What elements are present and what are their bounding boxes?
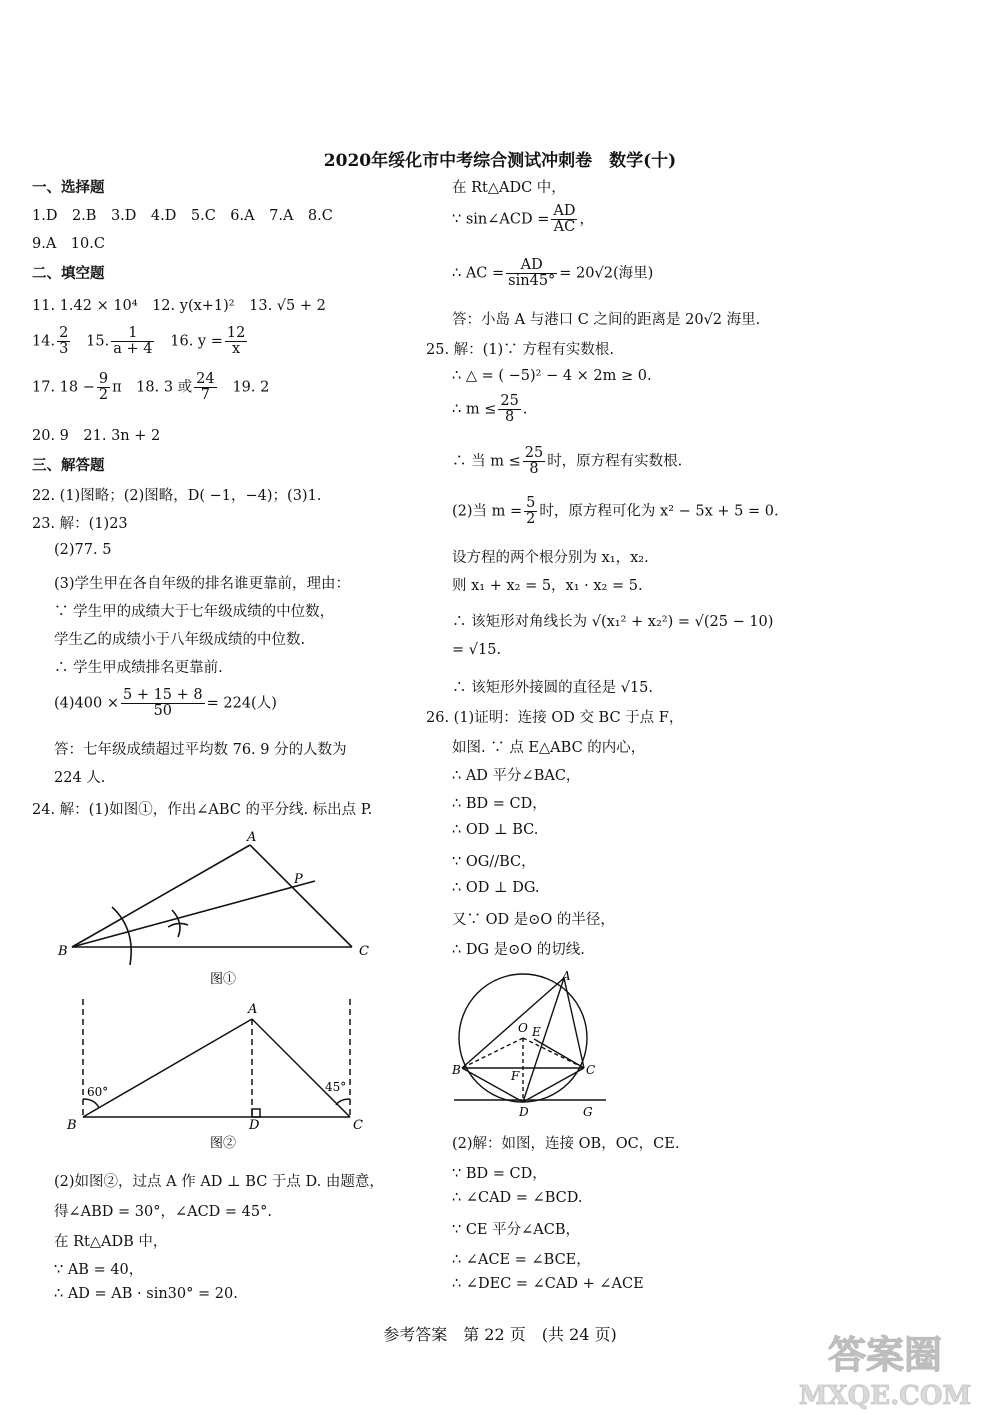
label-a: A — [247, 830, 257, 845]
r-line-10: 设方程的两个根分别为 x₁，x₂. — [452, 550, 649, 566]
label-d: D — [519, 1105, 529, 1119]
r-line-15: 26. (1)证明：连接 OD 交 BC 于点 F， — [426, 710, 684, 726]
line-oc — [523, 1038, 584, 1068]
answer-23-4: ∵ 学生甲的成绩大于七年级成绩的中位数， — [54, 604, 335, 620]
label-c: C — [359, 944, 369, 959]
answer-23-6: ∴ 学生甲成绩排名更靠前. — [54, 660, 223, 676]
answer-23-8: 答：七年级成绩超过平均数 76. 9 分的人数为 — [54, 742, 347, 758]
answers-1-8: 1.D 2.B 3.D 4.D 5.C 6.A 7.A 8.C — [32, 208, 333, 224]
r-line-20: ∵ OG//BC， — [452, 854, 536, 870]
figure-3-circle — [448, 966, 618, 1126]
section-solve: 三、解答题 — [32, 457, 105, 474]
fraction: $\frac{AD}{\sin 45^\circ}$ — [508, 257, 556, 290]
r-line-17: ∴ AD 平分∠BAC， — [452, 768, 581, 784]
section-choice: 一、选择题 — [32, 179, 105, 196]
answer-24-3: 得∠ABD = 30°，∠ACD = 45°. — [54, 1204, 272, 1220]
page-footer: 参考答案 第 22 页 (共 24 页) — [383, 1325, 617, 1344]
r-line-2: ∵ sin∠ACD = $\frac{AD}{AC}$ ， — [452, 203, 594, 236]
watermark-text: 答案圈 — [827, 1332, 943, 1377]
r-line-18: ∴ BD = CD， — [452, 796, 547, 812]
construction-arc — [168, 923, 188, 927]
r-line-28: ∴ ∠ACE = ∠BCE， — [452, 1252, 591, 1268]
answer-24-5: ∵ AB = 40， — [54, 1262, 144, 1278]
fraction: $\frac{24}{7}$ — [196, 371, 215, 404]
fraction: $\frac{25}{8}$ — [524, 445, 544, 478]
r-line-3: ∴ AC = $\frac{AD}{\sin 45^\circ}$ = 20√2(海里) — [452, 257, 654, 290]
answer-23-3: (3)学生甲在各自年级的排名谁更靠前，理由： — [54, 576, 351, 592]
fraction: $\frac{1}{a + 4}$ — [113, 325, 153, 358]
label-c: C — [353, 1118, 363, 1133]
answers-14-16: 14. $\frac{2}{3}$ 15. $\frac{1}{a + 4}$ 16. y = $\frac{12}{x}$ — [32, 325, 246, 358]
label-p: P — [294, 872, 303, 887]
r-line-7: ∴ m ≤ $\frac{25}{8}$ . — [452, 393, 528, 426]
label-o: O — [518, 1021, 528, 1035]
answer-22: 22. (1)图略；(2)图略，D( −1，−4)；(3)1. — [32, 488, 322, 504]
section-fill: 二、填空题 — [32, 265, 105, 282]
side-ac — [252, 1019, 350, 1117]
fraction: $\frac{2}{3}$ — [59, 325, 69, 358]
answer-23-1: 23. 解：(1)23 — [32, 516, 128, 532]
r-line-5: 25. 解：(1)∵ 方程有实数根. — [426, 342, 614, 358]
watermark-url: MXQE.COM — [798, 1381, 972, 1411]
r-line-24: (2)解：如图，连接 OB，OC，CE. — [452, 1136, 680, 1152]
r-line-12: ∴ 该矩形对角线长为 √(x₁² + x₂²) = √(25 − 10) — [452, 614, 774, 630]
page-title: 2020年绥化市中考综合测试冲刺卷 数学(十) — [323, 151, 677, 171]
r-line-13: = √15. — [452, 642, 502, 658]
label-a: A — [562, 969, 571, 983]
label-e: E — [532, 1025, 541, 1039]
side-ab — [72, 845, 250, 947]
label-g: G — [583, 1105, 593, 1119]
fraction: $\frac{12}{x}$ — [226, 325, 246, 358]
r-line-19: ∴ OD ⊥ BC. — [452, 822, 539, 838]
r-line-22: 又∵ OD 是⊙O 的半径， — [452, 912, 615, 928]
side-ac — [250, 845, 352, 947]
label-b: B — [452, 1063, 461, 1077]
answers-17-19: 17. 18 − $\frac{9}{2}$ π 18. 3 或 $\frac{24}{7}$ 19. 2 — [32, 371, 270, 404]
watermark-logo — [780, 1326, 990, 1412]
figure-2 — [55, 995, 385, 1155]
label-f: F — [511, 1069, 520, 1083]
figure-2-caption: 图② — [210, 1136, 237, 1151]
answer-24-2: (2)如图②，过点 A 作 AD ⊥ BC 于点 D. 由题意， — [54, 1174, 384, 1190]
answers-9-10: 9.A 10.C — [32, 236, 105, 252]
fraction: $\frac{5}{2}$ — [526, 495, 536, 528]
r-line-1: 在 Rt△ADC 中， — [452, 180, 566, 196]
answer-23-2: (2)77. 5 — [54, 542, 112, 558]
label-b: B — [58, 944, 68, 959]
line-ob — [462, 1038, 523, 1068]
fraction: $\frac{AD}{AC}$ — [553, 203, 576, 236]
r-line-16: 如图. ∵ 点 E△ABC 的内心， — [452, 740, 646, 756]
answer-23-9: 224 人. — [54, 770, 106, 786]
r-line-26: ∴ ∠CAD = ∠BCD. — [452, 1190, 583, 1206]
answer-23-5: 学生乙的成绩小于八年级成绩的中位数. — [54, 632, 306, 648]
angle-arc — [83, 1099, 99, 1108]
label-b: B — [67, 1118, 77, 1133]
r-line-4: 答：小岛 A 与港口 C 之间的距离是 20√2 海里. — [452, 312, 761, 328]
r-line-21: ∴ OD ⊥ DG. — [452, 880, 540, 896]
r-line-9: (2)当 m = $\frac{5}{2}$ 时，原方程可化为 x² − 5x + 5 = 0. — [452, 495, 779, 528]
answers-11-13: 11. 1.42 × 10⁴ 12. y(x+1)² 13. √5 + 2 — [32, 298, 326, 314]
answer-23-7: (4)400 × $\frac{5 + 15 + 8}{50}$ = 224(人) — [54, 687, 277, 720]
answer-24-1: 24. 解：(1)如图①，作出∠ABC 的平分线. 标出点 P. — [32, 802, 373, 818]
angle-45: 45° — [325, 1080, 347, 1094]
side-ab — [83, 1019, 252, 1117]
r-line-23: ∴ DG 是⊙O 的切线. — [452, 942, 585, 958]
answer-24-4: 在 Rt△ADB 中， — [54, 1234, 168, 1250]
fraction: $\frac{5 + 15 + 8}{50}$ — [122, 687, 203, 720]
label-c: C — [586, 1063, 596, 1077]
fraction: $\frac{25}{8}$ — [500, 393, 519, 426]
answer-24-6: ∴ AD = AB · sin30° = 20. — [54, 1286, 238, 1302]
r-line-14: ∴ 该矩形外接圆的直径是 √15. — [452, 680, 654, 696]
r-line-11: 则 x₁ + x₂ = 5，x₁ · x₂ = 5. — [452, 578, 643, 594]
label-a: A — [248, 1002, 258, 1017]
figure-1-caption: 图① — [210, 972, 237, 987]
r-line-6: ∴ △ = ( −5)² − 4 × 2m ≥ 0. — [452, 368, 652, 384]
angle-60: 60° — [87, 1085, 109, 1099]
r-line-29: ∴ ∠DEC = ∠CAD + ∠ACE — [452, 1276, 644, 1292]
r-line-25: ∵ BD = CD， — [452, 1166, 547, 1182]
bisector-bp — [72, 881, 315, 947]
r-line-8: ∴ 当 m ≤ $\frac{25}{8}$ 时，原方程有实数根. — [452, 445, 683, 478]
r-line-27: ∵ CE 平分∠ACB， — [452, 1222, 580, 1238]
right-angle-mark — [252, 1109, 260, 1117]
figure-1 — [50, 825, 400, 995]
side-ac — [564, 978, 584, 1068]
answers-20-21: 20. 9 21. 3n + 2 — [32, 428, 161, 444]
label-d: D — [249, 1118, 260, 1133]
fraction: $\frac{9}{2}$ — [98, 371, 109, 404]
